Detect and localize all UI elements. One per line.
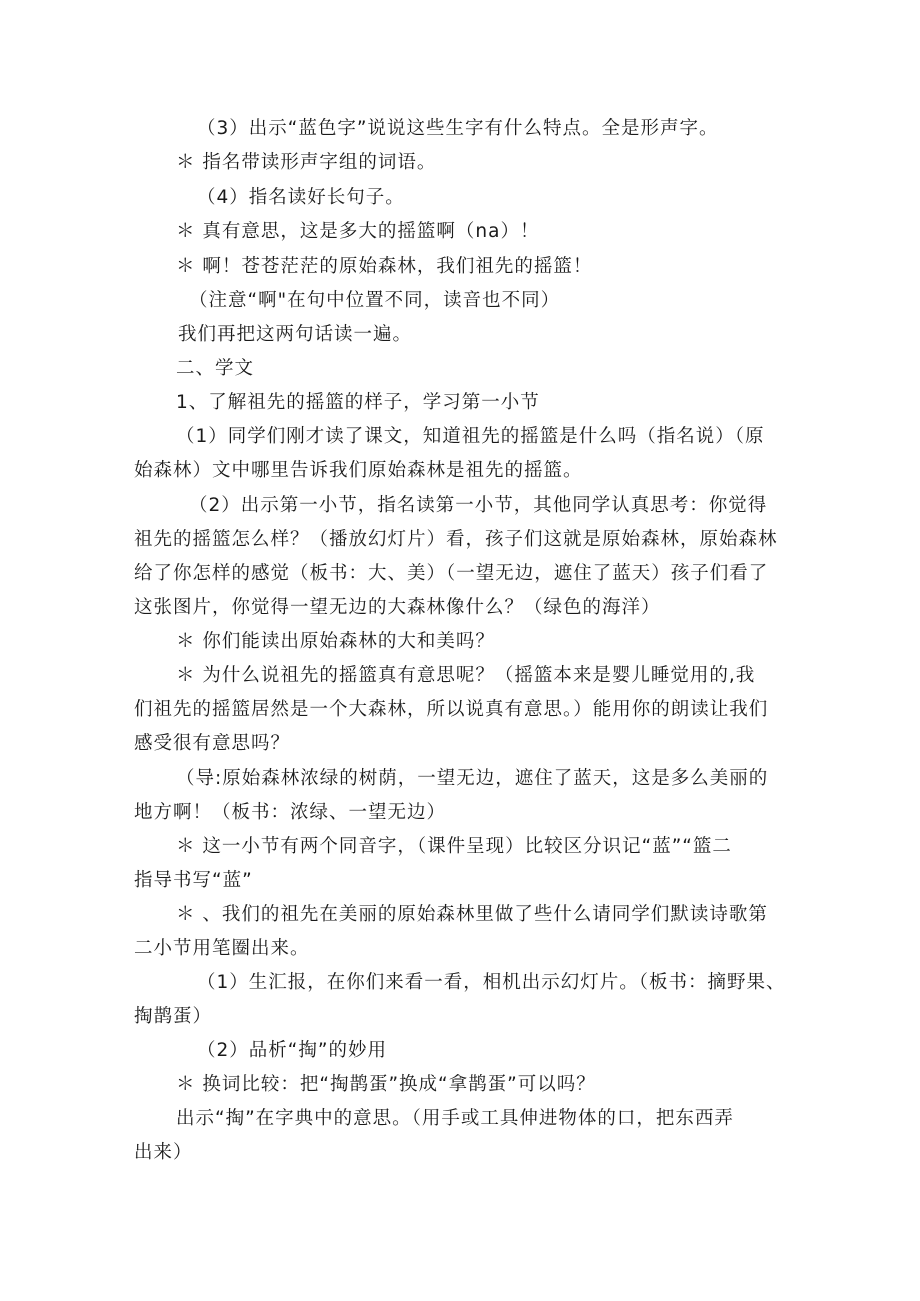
section-heading: 二、学文 bbox=[176, 358, 255, 379]
text-line: （1）同学们刚才读了课文，知道祖先的摇篮是什么吗（指名说）（原 bbox=[176, 426, 765, 447]
text-line: 我们再把这两句话读一遍。 bbox=[178, 324, 413, 345]
text-line: ＊ 这一小节有两个同音字，（课件呈现）比较区分识记“蓝”“篮二 bbox=[176, 836, 732, 857]
text-line: ＊ 、我们的祖先在美丽的原始森林里做了些什么请同学们默读诗歌第 bbox=[176, 904, 768, 925]
text-line: ＊ 真有意思，这是多大的摇篮啊（na）！ bbox=[176, 221, 540, 242]
text-line: （注意“啊"在句中位置不同，读音也不同） bbox=[189, 290, 561, 311]
text-line: （1）生汇报，在你们来看一看，相机出示幻灯片。（板书：摘野果、 bbox=[197, 972, 786, 993]
text-line: 二小节用笔圈出来。 bbox=[134, 938, 310, 959]
text-line: ＊ 指名带读形声字组的词语。 bbox=[176, 152, 437, 173]
subsection-heading: 1、了解祖先的摇篮的样子，学习第一小节 bbox=[176, 392, 540, 413]
text-line: ＊ 啊！苍苍茫茫的原始森林，我们祖先的摇篮！ bbox=[176, 256, 593, 277]
text-line: 祖先的摇篮怎么样？（播放幻灯片）看，孩子们这就是原始森林，原始森林 bbox=[134, 529, 778, 550]
text-line: 感受很有意思吗？ bbox=[134, 733, 291, 754]
text-line: 始森林）文中哪里告诉我们原始森林是祖先的摇篮。 bbox=[134, 460, 583, 481]
text-line: （4）指名读好长句子。 bbox=[197, 187, 405, 208]
text-line: （3）出示“蓝色字”说说这些生字有什么特点。全是形声字。 bbox=[197, 118, 719, 139]
text-line: 掏鹊蛋） bbox=[134, 1006, 213, 1027]
text-line: ＊ 你们能读出原始森林的大和美吗？ bbox=[176, 631, 495, 652]
text-line: 这张图片，你觉得一望无边的大森林像什么？（绿色的海洋） bbox=[134, 597, 661, 618]
text-line: 出来） bbox=[134, 1142, 193, 1163]
text-line: 们祖先的摇篮居然是一个大森林，所以说真有意思。）能用你的朗读让我们 bbox=[134, 699, 769, 720]
text-line: （导:原始森林浓绿的树荫，一望无边，遮住了蓝天，这是多么美丽的 bbox=[176, 768, 769, 789]
text-line: （2）出示第一小节，指名读第一小节，其他同学认真思考：你觉得 bbox=[189, 495, 768, 516]
text-line: 出示“掏”在字典中的意思。（用手或工具伸进物体的口，把东西弄 bbox=[176, 1108, 734, 1129]
text-line: ＊ 为什么说祖先的摇篮真有意思呢？（摇篮本来是婴儿睡觉用的,我 bbox=[176, 665, 756, 686]
text-line: ＊ 换词比较：把“掏鹊蛋”换成“拿鹊蛋”可以吗？ bbox=[176, 1074, 596, 1095]
text-line: 地方啊！（板书：浓绿、一望无边） bbox=[134, 802, 447, 823]
text-line: 给了你怎样的感觉（板书：大、美）（一望无边，遮住了蓝天）孩子们看了 bbox=[134, 563, 769, 584]
text-line: （2）品析“掏”的妙用 bbox=[197, 1040, 387, 1061]
text-line: 指导书写“蓝” bbox=[134, 870, 253, 891]
